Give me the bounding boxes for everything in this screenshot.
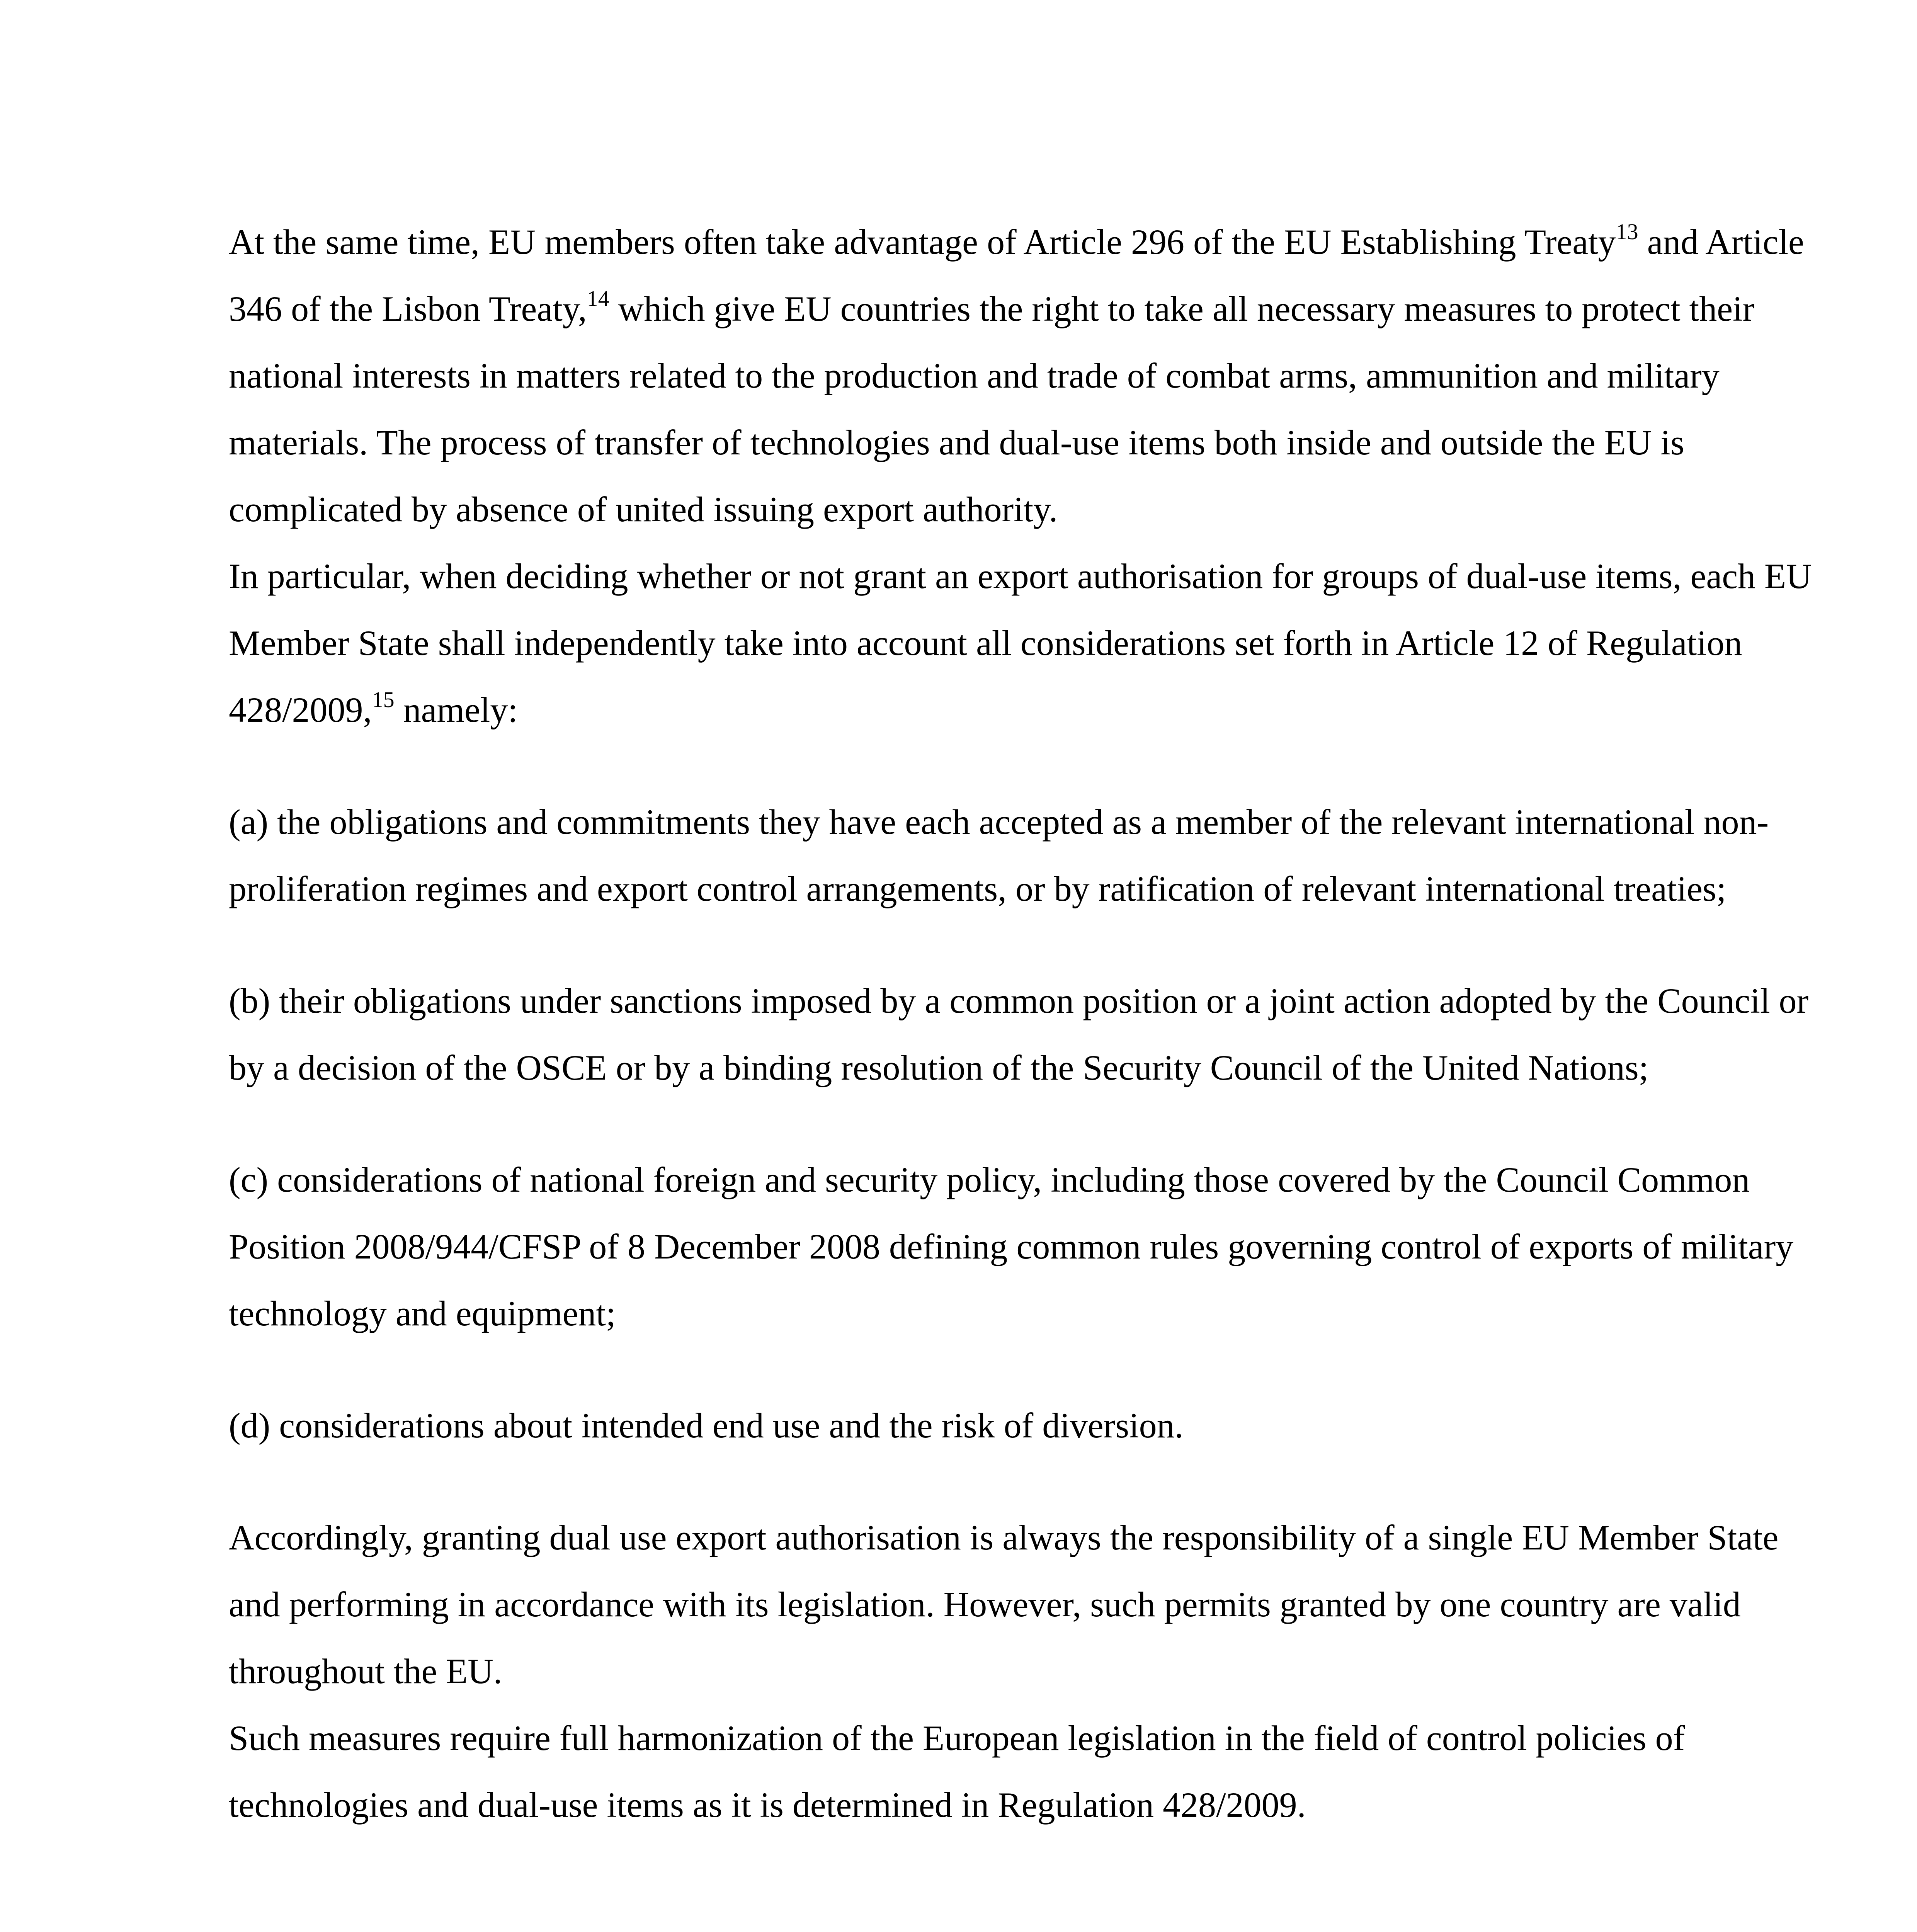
list-item-d: (d) considerations about intended end use and the risk of diversion.	[229, 1406, 1184, 1445]
paragraph-treaty-articles	[229, 209, 1815, 543]
main-text	[229, 209, 1815, 1838]
paragraph-accordingly: Accordingly, granting dual use export authorisation is always the responsibility of a single EU Member State and performing in accordance with its legislation. However, such permits granted by one country are valid throughout the EU.	[229, 1518, 1779, 1691]
paragraph-text: At the same time, EU members often take advantage of Article 296 of the EU Establishing Treaty	[229, 222, 1616, 262]
list-item-b: (b) their obligations under sanctions imposed by a common position or a joint action adopted by the Council or by a decision of the OSCE or by a binding resolution of the Security Council of the United Nations;	[229, 981, 1809, 1087]
list-item-a: (a) the obligations and commitments they have each accepted as a member of the relevant international non-proliferation regimes and export control arrangements, or by ratification of relevant international treaties;	[229, 802, 1769, 908]
footnote-ref-14[interactable]: 14	[587, 286, 609, 311]
paragraph-harmonization: Such measures require full harmonization of the European legislation in the field of control policies of technologies and dual-use items as it is determined in Regulation 428/2009.	[229, 1718, 1685, 1825]
paragraph-text: namely:	[394, 690, 518, 730]
footnote-ref-15[interactable]: 15	[372, 687, 395, 713]
list-item-c: (c) considerations of national foreign and security policy, including those covered by the Council Common Position 2008/944/CFSP of 8 December 2008 defining common rules governing control of exports of military technology and equipment;	[229, 1160, 1794, 1333]
footnote-ref-13[interactable]: 13	[1616, 219, 1638, 245]
paragraph-text: and Article 346 of the Lisbon Treaty,	[229, 222, 1804, 328]
paragraph-text: In particular, when deciding whether or not grant an export authorisation for groups of dual-use items, each EU Member State shall independently take into account all considerations set forth in Article 12 of Regulation 428/2009,	[229, 556, 1812, 730]
paragraph-export-authorisation	[229, 543, 1815, 743]
paragraph-text: which give EU countries the right to take all necessary measures to protect their national interests in matters related to the production and trade of combat arms, ammunition and military materials. The process of transfer of technologies and dual-use items both inside and outside the EU is complicated by absence of united issuing export authority.	[229, 289, 1755, 529]
